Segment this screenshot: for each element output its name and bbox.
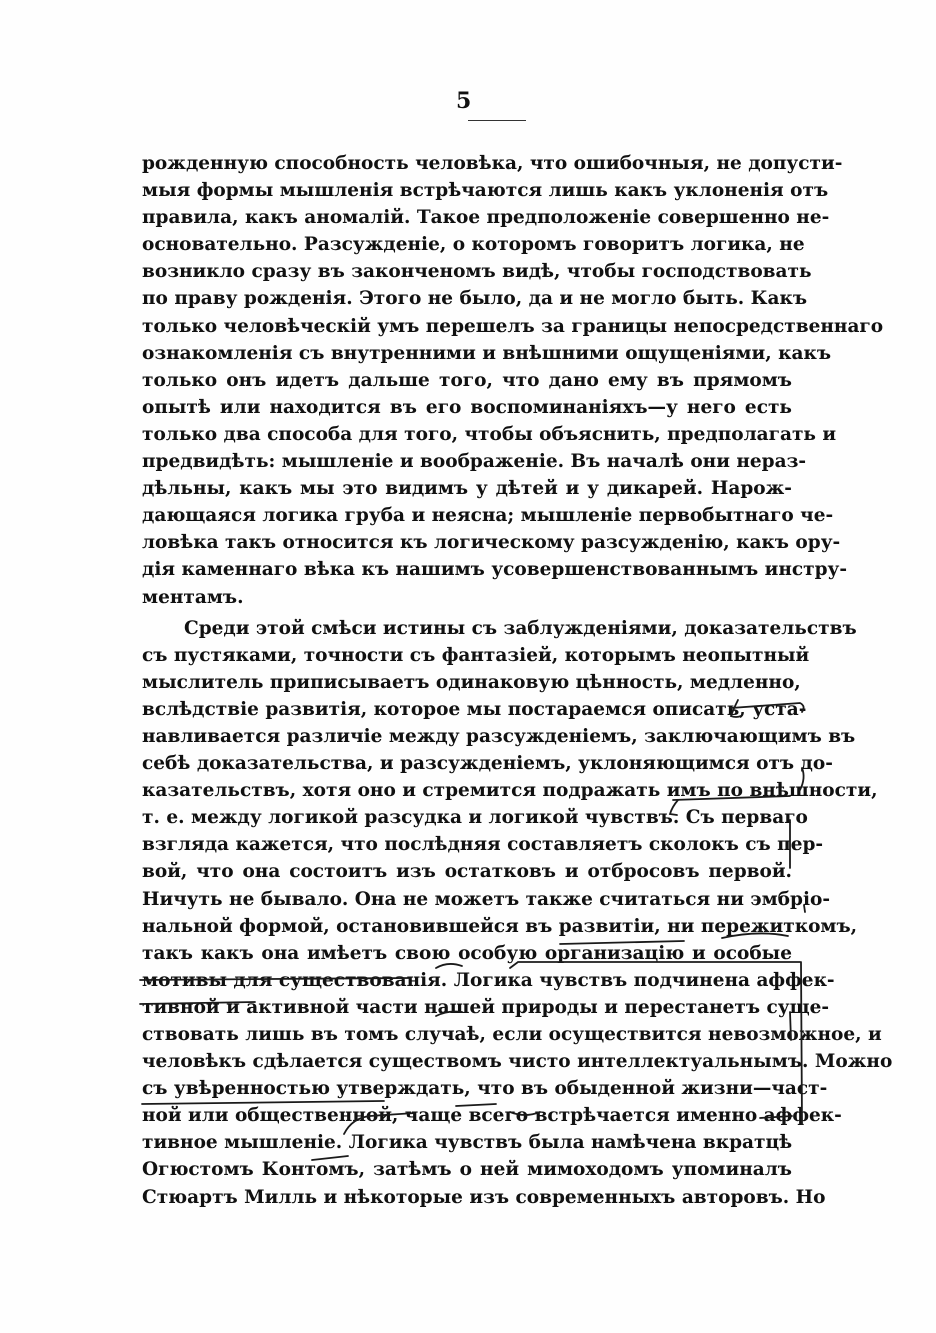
text-line: Ничуть не бывало. Она не можетъ также считаться ни эмбріо- [142,888,831,910]
text-line: Стюартъ Милль и нѣкоторые изъ современныхъ авторовъ. Но [142,1186,826,1208]
text-line: человѣкъ сдѣлается существомъ чисто интеллектуальнымъ. Можно [142,1051,893,1073]
text-line: предвидѣть: мышленіе и воображеніе. Въ началѣ они нераз- [142,451,807,473]
text-line: т. е. между логикой разсудка и логикой чувствъ. Съ перваго [142,807,808,829]
text-line: мыслитель приписываетъ одинаковую цѣнность, медленно, [142,671,801,693]
text-line: ловѣка такъ относится къ логическому разсужденію, какъ ору- [142,532,841,554]
text-line: себѣ доказательства, и разсужденіемъ, уклоняющимся отъ до- [142,753,833,775]
body-text [142,150,893,1211]
text-line: правила, какъ аномалій. Такое предположеніе совершенно не- [142,207,830,229]
text-line: только два способа для того, чтобы объяснить, предполагать и [142,423,837,445]
text-line: опытѣ или находится въ его воспоминаніяхъ—у него есть [142,396,792,418]
text-line: тивной и активной части нашей природы и перестанетъ суще- [142,996,830,1018]
text-line: взгляда кажется, что послѣдняя составляетъ сколокъ съ пер- [142,834,824,856]
text-line: возникло сразу въ законченомъ видѣ, чтобы господствовать [142,261,812,283]
text-line: Огюстомъ Контомъ, затѣмъ о ней мимоходомъ упоминалъ [142,1159,792,1181]
text-line: дѣльны, какъ мы это видимъ у дѣтей и у дикарей. Нарож- [142,478,792,500]
text-line: рожденную способность человѣка, что ошибочныя, не допусти- [142,153,843,174]
text-line: мыя формы мышленія встрѣчаются лишь какъ уклоненія отъ [142,180,829,202]
text-line: навливается различіе между разсужденіемъ, заключающимъ въ [142,725,856,747]
text-line: дія каменнаго вѣка къ нашимъ усовершенствованнымъ инстру- [142,559,848,581]
text-line: такъ какъ она имѣетъ свою особую организацію и особые [142,942,792,964]
text-line: основательно. Разсужденіе, о которомъ говоритъ логика, не [142,234,805,256]
text-line: нальной формой, остановившейся въ развитіи, ни пережиткомъ, [142,915,858,937]
text-line: Среди этой смѣси истины съ заблужденіями, доказательствъ [184,617,857,639]
text-line: мотивы для существованія. Логика чувствъ подчинена аффек- [142,969,835,991]
text-line: ствовать лишь въ томъ случаѣ, если осуществится невозможное, и [142,1024,882,1045]
text-line: по праву рожденія. Этого не было, да и не могло быть. Какъ [142,288,808,310]
text-line: казательствъ, хотя оно и стремится подражать имъ по внѣшности, [142,780,878,802]
text-line: ознакомленія съ внутренними и внѣшними ощущеніями, какъ [142,342,832,364]
text-line: вслѣдствіе развитія, которое мы постараемся описать, уста- [142,698,807,720]
page-number-rule [468,120,526,121]
text-line: только человѣческій умъ перешелъ за границы непосредственнаго [142,315,884,337]
text-line: дающаяся логика груба и неясна; мышленіе первобытнаго че- [142,505,834,527]
text-line: съ пустяками, точности съ фантазіей, которымъ неопытный [142,644,810,666]
text-line: тивное мышленіе. Логика чувствъ была намѣчена вкратцѣ [142,1132,793,1154]
text-line: съ увѣренностью утверждать, что въ обыденной жизни—част- [142,1078,828,1100]
page-number: 5 [456,88,472,114]
text-line: вой, что она состоитъ изъ остатковъ и отбросовъ первой. [142,861,792,883]
text-line: ментамъ. [142,586,244,608]
text-line: ной или общественной, чаще всего встрѣчается именно аффек- [142,1105,842,1127]
text-line: только онъ идетъ дальше того, что дано ему въ прямомъ [142,369,792,391]
